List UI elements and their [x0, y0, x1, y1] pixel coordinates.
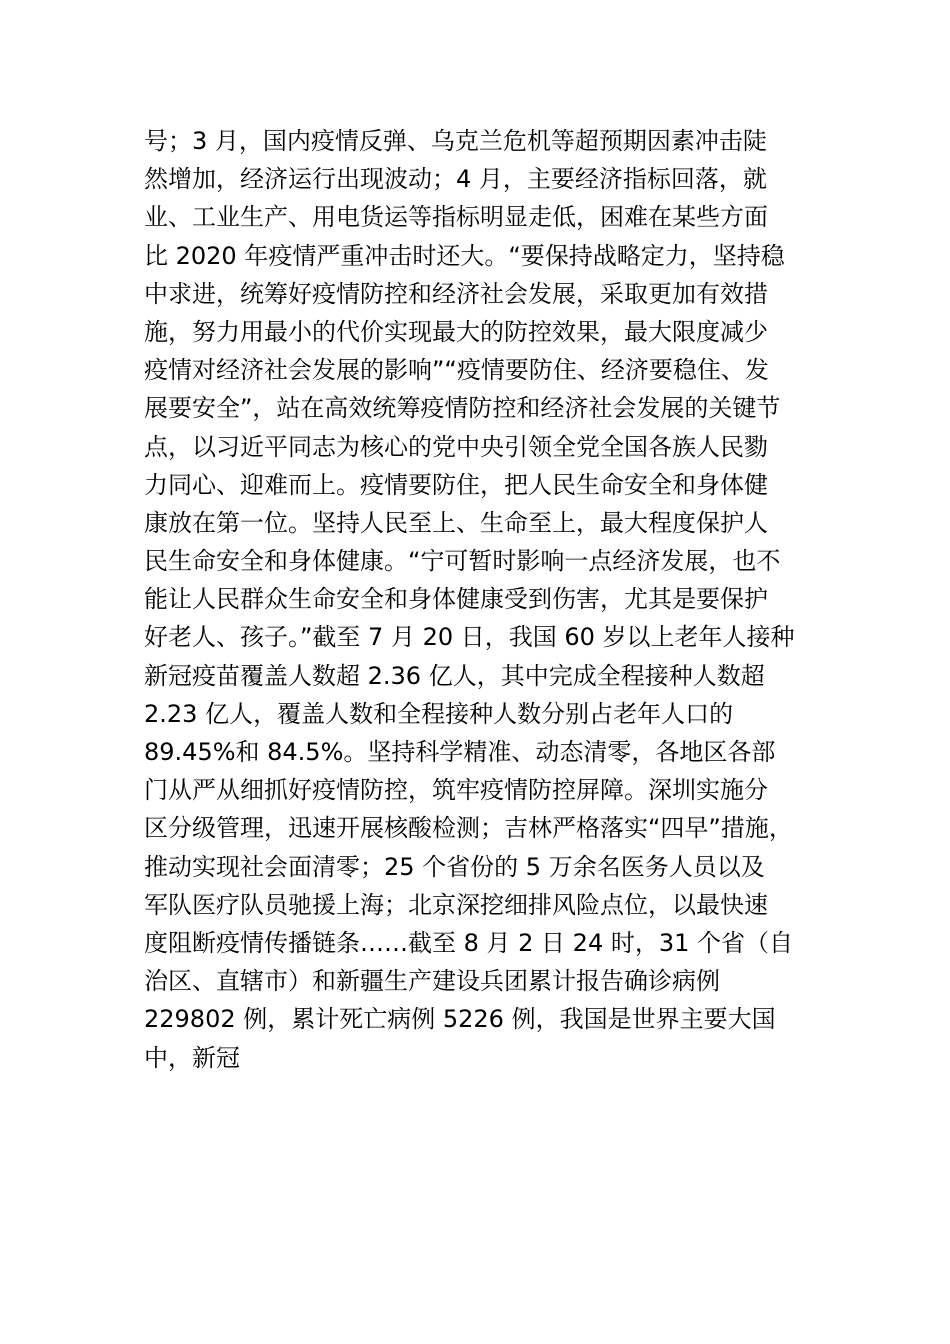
- text-line: 区分级管理，迅速开展核酸检测；吉林严格落实“四早”措施，: [144, 814, 793, 843]
- text-line: 度阻断疫情传播链条……截至 8 月 2 日 24 时，31 个省（自: [144, 928, 794, 957]
- text-line: 力同心、迎难而上。疫情要防住，把人民生命安全和身体健: [144, 470, 768, 499]
- text-line: 施，努力用最小的代价实现最大的防控效果，最大限度减少: [144, 317, 768, 346]
- text-line: 推动实现社会面清零；25 个省份的 5 万余名医务人员以及: [144, 852, 765, 881]
- text-line: 中求进，统筹好疫情防控和经济社会发展，采取更加有效措: [144, 279, 768, 308]
- body-paragraph: [144, 122, 824, 1077]
- text-line: 治区、直辖市）和新疆生产建设兵团累计报告确诊病例: [144, 967, 720, 996]
- text-line: 好老人、孩子。”截至 7 月 20 日，我国 60 岁以上老年人接种: [144, 623, 795, 652]
- text-line: 能让人民群众生命安全和身体健康受到伤害，尤其是要保护: [144, 585, 768, 614]
- text-line: 疫情对经济社会发展的影响”“疫情要防住、经济要稳住、发: [144, 356, 769, 385]
- text-line: 然增加，经济运行出现波动；4 月，主要经济指标回落，就: [144, 165, 767, 194]
- text-line: 康放在第一位。坚持人民至上、生命至上，最大程度保护人: [144, 508, 768, 537]
- text-line: 门从严从细抓好疫情防控，筑牢疫情防控屏障。深圳实施分: [144, 776, 768, 805]
- text-line: 新冠疫苗覆盖人数超 2.36 亿人，其中完成全程接种人数超: [144, 661, 765, 690]
- text-line: 2.23 亿人，覆盖人数和全程接种人数分别占老年人口的: [144, 699, 734, 728]
- text-line: 点，以习近平同志为核心的党中央引领全党全国各族人民勠: [144, 432, 768, 461]
- text-line: 号；3 月，国内疫情反弹、乌克兰危机等超预期因素冲击陡: [144, 127, 767, 155]
- text-line: 业、工业生产、用电货运等指标明显走低，困难在某些方面: [144, 203, 768, 232]
- text-line: 比 2020 年疫情严重冲击时还大。“要保持战略定力，坚持稳: [144, 241, 785, 270]
- text-line: 民生命安全和身体健康。“宁可暂时影响一点经济发展，也不: [144, 547, 781, 576]
- text-line: 89.45%和 84.5%。坚持科学精准、动态清零，各地区各部: [144, 738, 776, 766]
- text-line: 中，新冠: [144, 1043, 240, 1072]
- text-line: 229802 例，累计死亡病例 5226 例，我国是世界主要大国: [144, 1005, 776, 1034]
- text-line: 展要安全”，站在高效统筹疫情防控和经济社会发展的关键节: [144, 394, 781, 423]
- text-line: 军队医疗队员驰援上海；北京深挖细排风险点位，以最快速: [144, 890, 768, 919]
